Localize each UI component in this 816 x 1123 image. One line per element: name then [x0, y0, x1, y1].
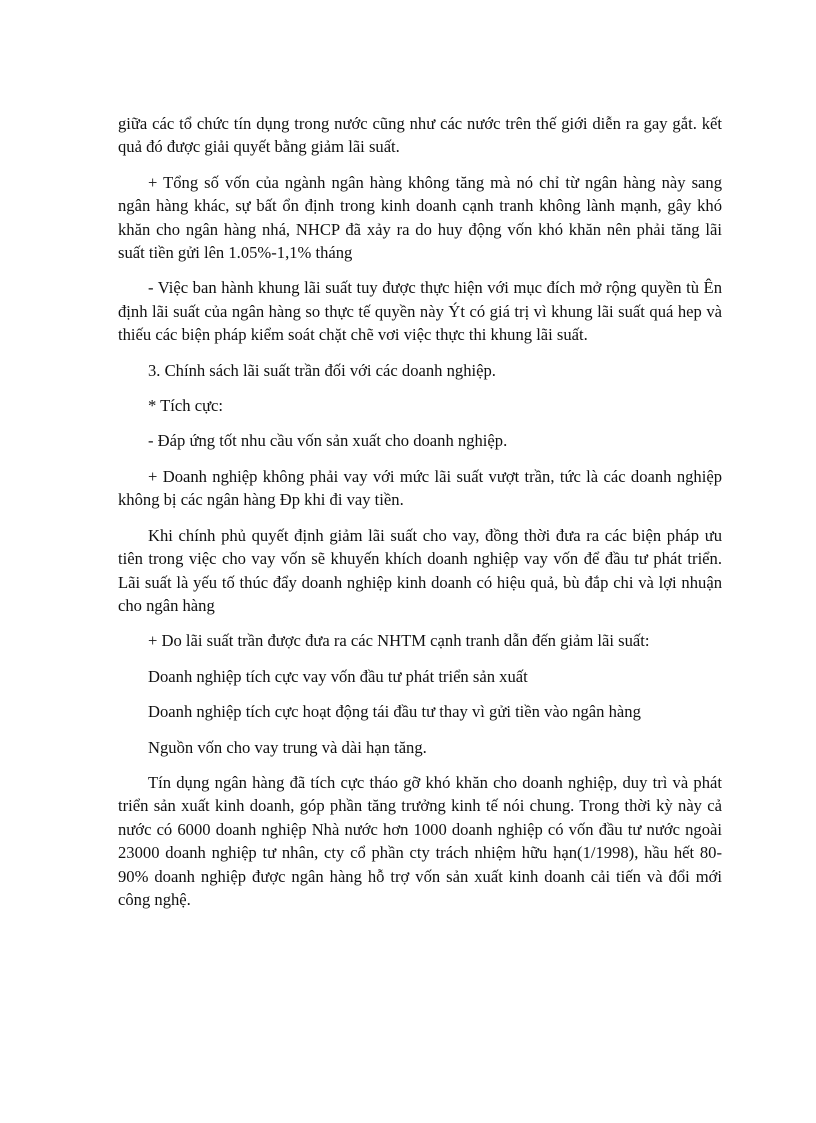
list-line-2: Doanh nghiệp tích cực hoạt động tái đầu tư thay vì gửi tiền vào ngân hàng — [148, 702, 641, 722]
section-heading: 3. Chính sách lãi suất trần đối với các doanh nghiệp. — [148, 360, 496, 380]
paragraph-3: - Việc ban hành khung lãi suất tuy được thực hiện với mục đích mở rộng quyền tù Ên định lãi suất của ngân hàng so thực tế quyền này Ýt có giá trị vì khung lãi suất quá hep và thiếu các biện pháp kiểm soát chặt chẽ vơi việc thực thi khung lãi suất. — [118, 278, 722, 345]
paragraph-1: giữa các tổ chức tín dụng trong nước cũng như các nước trên thế giới diễn ra gay gắt. kết quả đó được giải quyết bằng giảm lãi suất. — [118, 114, 722, 157]
document-body — [118, 112, 722, 923]
list-line-3: Nguồn vốn cho vay trung và dài hạn tăng. — [148, 737, 427, 757]
paragraph-2: + Tổng số vốn của ngành ngân hàng không tăng mà nó chỉ từ ngân hàng này sang ngân hàng khác, sự bất ổn định trong kinh doanh cạnh tranh không lành mạnh, gây khó khăn cho ngân hàng nhá, NHCP đã xảy ra do huy động vốn khó khăn nên phải tăng lãi suất tiền gửi lên 1.05%-1,1% tháng — [118, 172, 722, 263]
paragraph-8: Khi chính phủ quyết định giảm lãi suất cho vay, đồng thời đưa ra các biện pháp ưu tiên trong việc cho vay vốn sẽ khuyến khích doanh nghiệp vay vốn để đầu tư phát triển. Lãi suất là yếu tố thúc đẩy doanh nghiệp kinh doanh có hiệu quả, bù đắp chi và lợi nhuận cho ngân hàng — [118, 525, 722, 615]
paragraph-9: + Do lãi suất trần được đưa ra các NHTM cạnh tranh dẫn đến giảm lãi suất: — [148, 631, 650, 651]
list-line-1: Doanh nghiệp tích cực vay vốn đầu tư phát triển sản xuất — [148, 666, 528, 686]
paragraph-13: Tín dụng ngân hàng đã tích cực tháo gỡ khó khăn cho doanh nghiệp, duy trì và phát triển sản xuất kinh doanh, góp phần tăng trưởng kinh tế nói chung. Trong thời kỳ này cả nước có 6000 doanh nghiệp Nhà nước hơn 1000 doanh nghiệp có vốn đầu tư nước ngoài 23000 doanh nghiệp tư nhân, cty cổ phần cty trách nhiệm hữu hạn(1/1998), hầu hết 80-90% doanh nghiệp được ngân hàng hỗ trợ vốn sản xuất kinh doanh cải tiến và đổi mới công nghệ. — [118, 772, 722, 909]
subheading-positive: * Tích cực: — [148, 396, 224, 416]
paragraph-6: - Đáp ứng tốt nhu cầu vốn sản xuất cho doanh nghiệp. — [148, 431, 508, 451]
paragraph-7: + Doanh nghiệp không phải vay với mức lãi suất vượt trần, tức là các doanh nghiệp không bị các ngân hàng Đp khi đi vay tiền. — [118, 466, 722, 510]
